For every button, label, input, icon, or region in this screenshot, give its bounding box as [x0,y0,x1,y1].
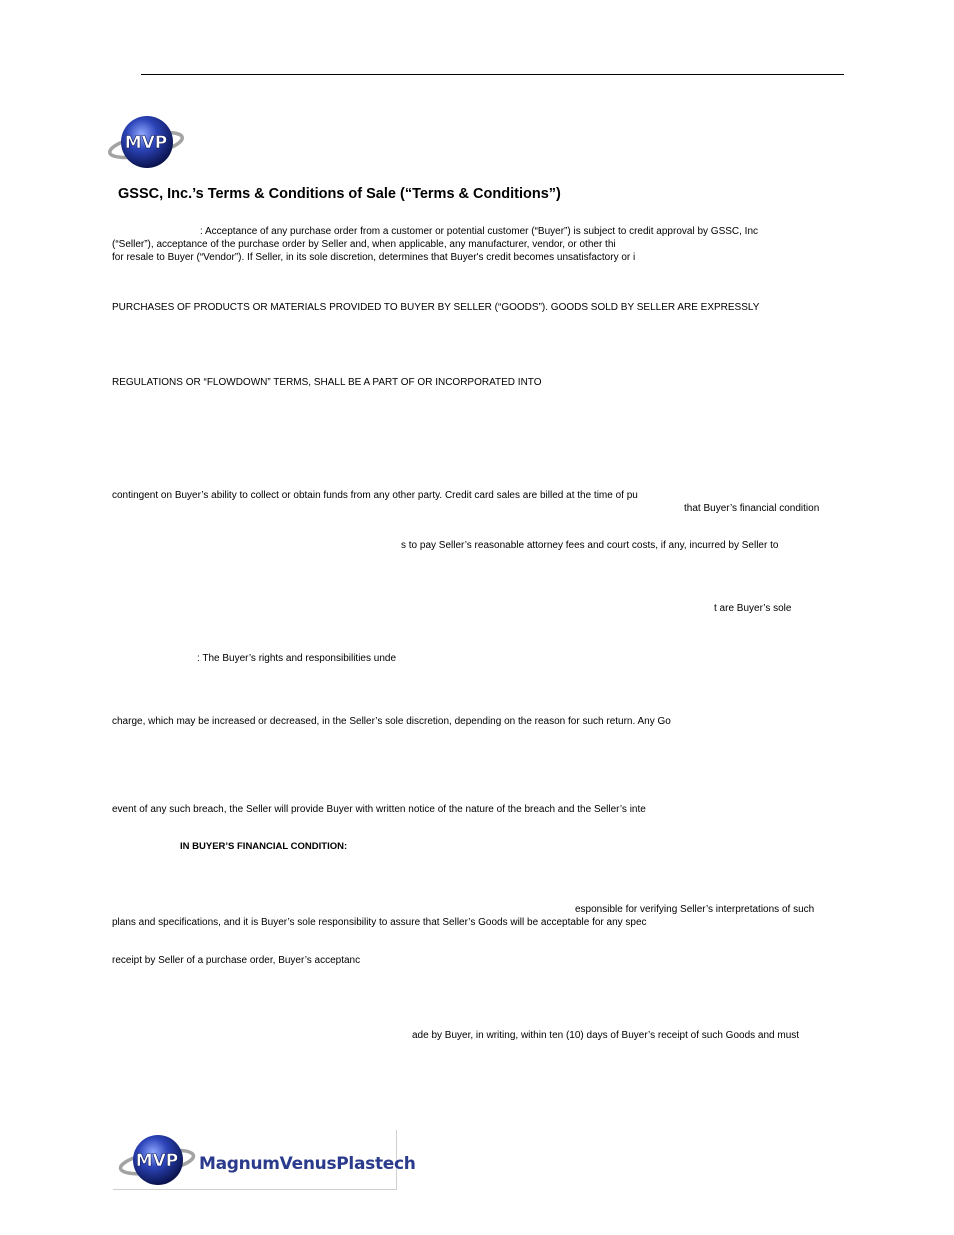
mvp-globe-icon [117,1132,197,1188]
mvp-globe-icon [106,113,186,173]
text-line: contingent on Buyer’s ability to collect or obtain funds from any other party. Credit card sales are billed at the time of pu [112,490,638,501]
text-line: that Buyer’s financial condition [684,503,820,514]
text-line: : Acceptance of any purchase order from a customer or potential customer (“Buyer”) is subject to credit approval by GSSC, Inc [200,226,759,237]
brand-name: MagnumVenusPlastech [199,1154,416,1174]
text-line: ade by Buyer, in writing, within ten (10) days of Buyer’s receipt of such Goods and must [412,1030,800,1041]
text-line: t are Buyer’s sole [714,603,792,614]
text-line: charge, which may be increased or decreased, in the Seller’s sole discretion, depending on the reason for such return. Any Go [112,716,671,727]
text-line: receipt by Seller of a purchase order, Buyer’s acceptanc [112,955,361,966]
text-line: plans and specifications, and it is Buyer’s sole responsibility to assure that Seller’s Goods will be acceptable for any spec [112,917,647,928]
footer-logo [113,1130,416,1190]
text-line: (“Seller”), acceptance of the purchase order by Seller and, when applicable, any manufacturer, vendor, or other thi [112,239,616,250]
text-line: for resale to Buyer (“Vendor”). If Seller, in its sole discretion, determines that Buyer's credit becomes unsatisfactory or i [112,252,636,263]
text-line: PURCHASES OF PRODUCTS OR MATERIALS PROVIDED TO BUYER BY SELLER (“GOODS”). GOODS SOLD BY SELLER ARE EXPRESSLY [112,302,760,313]
header-rule [141,74,844,75]
text-line: : The Buyer’s rights and responsibilities unde [197,653,397,664]
mvp-logo [106,113,186,173]
document-title: GSSC, Inc.’s Terms & Conditions of Sale (“Terms & Conditions”) [118,186,561,202]
section-heading: IN BUYER’S FINANCIAL CONDITION: [180,841,348,852]
text-line: REGULATIONS OR “FLOWDOWN” TERMS, SHALL BE A PART OF OR INCORPORATED INTO [112,377,542,388]
svg-text:MVP: MVP [124,133,168,153]
text-line: event of any such breach, the Seller will provide Buyer with written notice of the nature of the breach and the Seller’s inte [112,804,646,815]
svg-text:MVP: MVP [135,1151,179,1171]
text-line: esponsible for verifying Seller’s interpretations of such [575,904,815,915]
text-line: s to pay Seller’s reasonable attorney fees and court costs, if any, incurred by Seller to [401,540,779,551]
